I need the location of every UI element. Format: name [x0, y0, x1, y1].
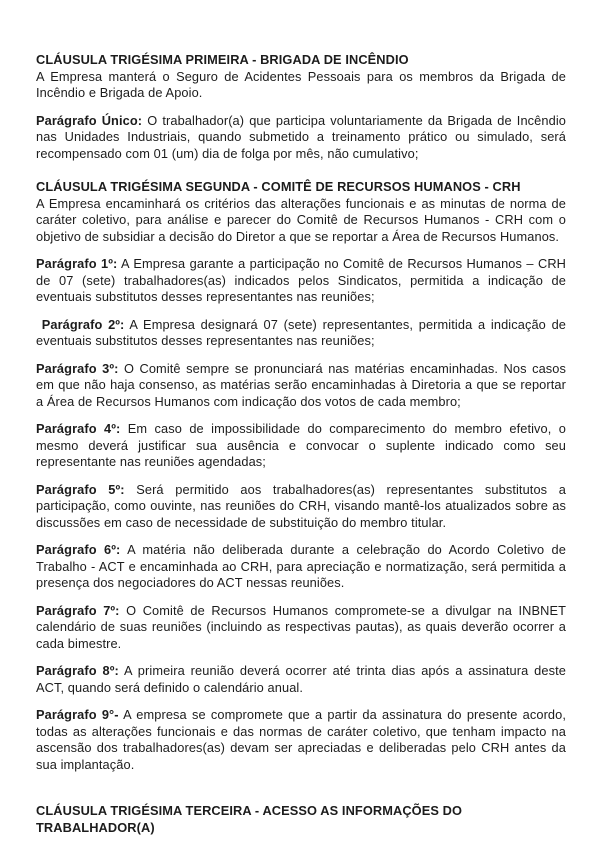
paragraph-label: Parágrafo Único:	[36, 112, 143, 128]
paragraph-text: O Comitê de Recursos Humanos compromete-se a divulgar na INBNET calendário de suas reuniões (incluindo as respectivas pautas), as quais deverão ocorrer a cada bimestre.	[36, 602, 567, 651]
paragraph-label: Parágrafo 5º:	[36, 481, 125, 497]
clause-31-intro: A Empresa manterá o Seguro de Acidentes Pessoais para os membros da Brigada de Incêndio e Brigada de Apoio.	[36, 68, 566, 100]
paragraph-label: Parágrafo 4º:	[36, 421, 121, 436]
paragraph-2	[36, 317, 566, 350]
paragraph-text: A Empresa designará 07 (sete) representantes, permitida a indicação de eventuais substitutos desses representantes nas reuniões;	[36, 316, 567, 348]
paragraph-text: O trabalhador(a) que participa voluntariamente da Brigada de Incêndio nas Unidades Industriais, quando submetido a treinamento prático ou simulado, será recompensado com 01 (um) dia de folga por mês, não cumulativo;	[36, 112, 566, 161]
clause-section-33	[36, 784, 566, 836]
paragraph-4	[36, 421, 566, 471]
paragraph-7	[36, 603, 566, 653]
paragraph-text: A matéria não deliberada durante a celebração do Acordo Coletivo de Trabalho - ACT e encaminhada ao CRH, para apreciação e normatização, será permitida a presença dos negociadores do ACT nessas reuniões.	[36, 542, 566, 590]
clause-section-31	[36, 52, 566, 162]
paragraph-5	[36, 482, 566, 532]
paragraph-unico	[36, 113, 566, 163]
paragraph-text: A primeira reunião deverá ocorrer até trinta dias após a assinatura deste ACT, quando será definido o calendário anual.	[36, 663, 566, 695]
clause-32-heading: CLÁUSULA TRIGÉSIMA SEGUNDA - COMITÊ DE RECURSOS HUMANOS - CRH	[36, 179, 521, 194]
paragraph-text: O Comitê sempre se pronunciará nas matérias encaminhadas. Nos casos em que não haja consenso, as matérias serão encaminhadas à Diretoria a que se reportar a Área de Recursos Humanos com indicação dos votos de cada membro;	[36, 360, 567, 409]
clause-section-32	[36, 173, 566, 773]
paragraph-label: Parágrafo 9°-	[36, 707, 119, 722]
paragraph-label: Parágrafo 2º:	[36, 316, 125, 332]
clause-32-intro: A Empresa encaminhará os critérios das alterações funcionais e as minutas de norma de caráter coletivo, para análise e parecer do Comitê de Recursos Humanos - CRH com o objetivo de subsidiar a decisão do Diretor a que se reportar a Área de Recursos Humanos.	[36, 195, 566, 244]
paragraph-3	[36, 361, 566, 411]
paragraph-text: Será permitido aos trabalhadores(as) representantes substitutos a participação, como ouvinte, nas reuniões do CRH, visando mantê-los atualizados sobre as discussões em caso de necessidade de substituição do membro titular.	[36, 481, 567, 530]
paragraph-label: Parágrafo 8º:	[36, 663, 119, 678]
paragraph-9	[36, 707, 566, 773]
paragraph-text: Em caso de impossibilidade do comparecimento do membro efetivo, o mesmo deverá justificar sua ausência e convocar o suplente indicado como seu representante nas reuniões agendadas;	[36, 421, 567, 469]
paragraph-text: A empresa se compromete que a partir da assinatura do presente acordo, todas as alterações funcionais e das normas de caráter coletivo, que tenham impacto na ascensão dos trabalhadores(as) devam ser apreciadas e deliberadas pelo CRH antes da sua implantação.	[36, 707, 567, 772]
clause-31-heading: CLÁUSULA TRIGÉSIMA PRIMEIRA - BRIGADA DE INCÊNDIO	[36, 52, 409, 67]
paragraph-text: A Empresa garante a participação no Comitê de Recursos Humanos – CRH de 07 (sete) trabalhadores(as) indicados pelos Sindicatos, permitida a indicação de eventuais substitutos desses representantes nas reuniões;	[36, 256, 566, 304]
paragraph-6	[36, 542, 566, 592]
clause-33-heading: CLÁUSULA TRIGÉSIMA TERCEIRA - ACESSO AS INFORMAÇÕES DO TRABALHADOR(A)	[36, 803, 463, 835]
paragraph-label: Parágrafo 3º:	[36, 360, 119, 376]
paragraph-1	[36, 256, 566, 306]
paragraph-label: Parágrafo 6º:	[36, 542, 121, 557]
paragraph-label: Parágrafo 1º:	[36, 256, 118, 271]
paragraph-label: Parágrafo 7º:	[36, 602, 120, 618]
paragraph-8	[36, 663, 566, 696]
